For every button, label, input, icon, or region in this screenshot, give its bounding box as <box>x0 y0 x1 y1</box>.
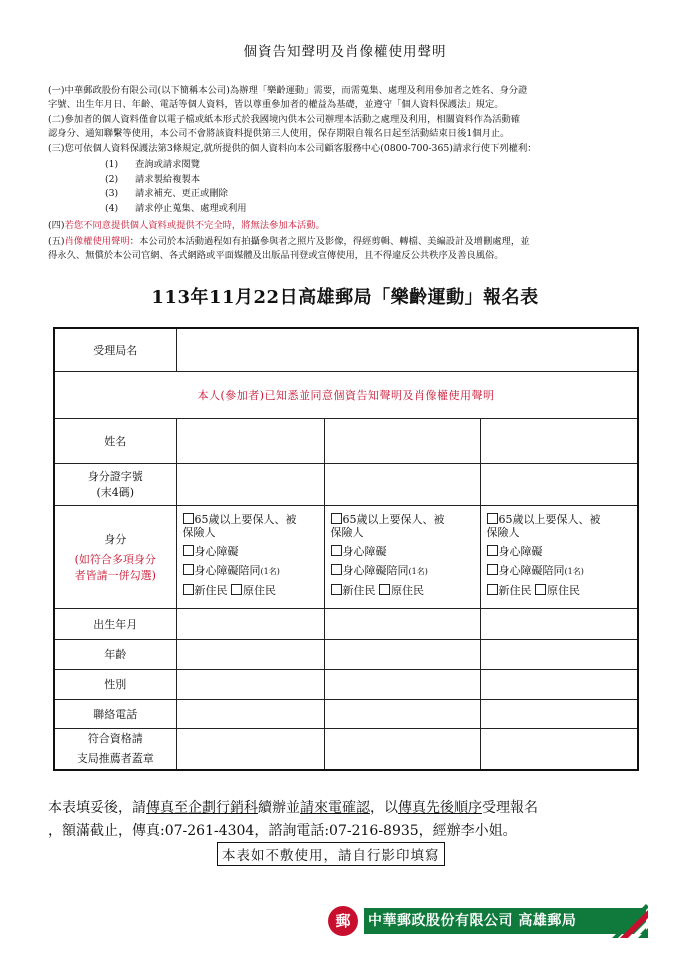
status-options-3: 65歲以上要保人、被 保險人 身心障礙 身心障礙陪同(1名) 新住民 原住民 <box>480 505 638 608</box>
disabled-checkbox[interactable] <box>487 545 498 556</box>
gender-label: 性別 <box>54 669 176 699</box>
senior-checkbox[interactable] <box>183 513 194 524</box>
phone-field-1[interactable] <box>176 699 324 728</box>
stamp-field-3[interactable] <box>480 728 638 770</box>
birth-field-2[interactable] <box>324 608 480 639</box>
birth-label: 出生年月 <box>54 608 176 639</box>
id-field-2[interactable] <box>324 463 480 505</box>
clause-2-line-1: (二)參加者的個人資料僅會以電子檔或紙本形式於我國境內供本公司辦理本活動之處理及利用，相關資料作為活動確 <box>48 114 521 125</box>
post-logo-icon: 郵 <box>328 906 358 936</box>
birth-field-3[interactable] <box>480 608 638 639</box>
office-label: 受理局名 <box>54 328 176 371</box>
indigenous-checkbox[interactable] <box>379 584 390 595</box>
age-field-1[interactable] <box>176 639 324 669</box>
gender-field-2[interactable] <box>324 669 480 699</box>
gender-field-3[interactable] <box>480 669 638 699</box>
rights-list <box>105 158 247 216</box>
clause-4: (四)若您不同意提供個人資料或提供不完全時，將無法參加本活動。 <box>48 220 325 231</box>
rights-item: (2) 請求製給複製本 <box>105 173 201 185</box>
id-field-3[interactable] <box>480 463 638 505</box>
companion-checkbox[interactable] <box>183 564 194 575</box>
rights-item: (3) 請求補充、更正或刪除 <box>105 188 228 199</box>
portrait-rights-heading: 肖像權使用聲明 <box>64 236 130 247</box>
new-resident-checkbox[interactable] <box>183 584 194 595</box>
name-field-3[interactable] <box>480 418 638 463</box>
photocopy-note: 本表如不敷使用，請自行影印填寫 <box>217 842 445 866</box>
clause-2 <box>48 113 648 141</box>
clause-3: (三)您可依個人資料保護法第3條規定,就所提供的個人資料向本公司顧客服務中心(0800-700-365)請求行使下列權利： <box>48 143 537 154</box>
status-options-1: 65歲以上要保人、被 保險人 身心障礙 身心障礙陪同(1名) 新住民 原住民 <box>176 505 324 608</box>
brand-stripe-icon <box>598 896 648 938</box>
form-title: 113年11月22日高雄郵局「樂齡運動」報名表 <box>151 287 539 308</box>
new-resident-checkbox[interactable] <box>331 584 342 595</box>
stamp-field-1[interactable] <box>176 728 324 770</box>
phone-label: 聯絡電話 <box>54 699 176 728</box>
phone-field-3[interactable] <box>480 699 638 728</box>
phone-field-2[interactable] <box>324 699 480 728</box>
id-label: 身分證字號 (末4碼) <box>54 463 176 505</box>
senior-checkbox[interactable] <box>331 513 342 524</box>
indigenous-checkbox[interactable] <box>231 584 242 595</box>
name-field-1[interactable] <box>176 418 324 463</box>
new-resident-checkbox[interactable] <box>487 584 498 595</box>
status-label: 身分 (如符合多項身分 者皆請一併勾選) <box>54 505 176 608</box>
office-field[interactable] <box>176 328 638 371</box>
stamp-label: 符合資格請 支局推薦者蓋章 <box>54 728 176 770</box>
id-field-1[interactable] <box>176 463 324 505</box>
submission-instructions: 本表填妥後，請傳真至企劃行銷科續辦並請來電確認，以傳真先後順序受理報名 ，額滿截止，傳真:07-261-4304，諮詢電話:07-216-8935，經辦李小姐。 <box>48 800 538 839</box>
rights-item: (1) 查詢或請求閱覽 <box>105 159 201 170</box>
age-label: 年齡 <box>54 639 176 669</box>
birth-field-1[interactable] <box>176 608 324 639</box>
consent-statement: 本人(參加者)已知悉並同意個資告知聲明及肖像權使用聲明 <box>54 371 638 418</box>
clause-1 <box>48 84 648 112</box>
name-label: 姓名 <box>54 418 176 463</box>
stamp-field-2[interactable] <box>324 728 480 770</box>
brand-name: 中華郵政股份有限公司 高雄郵局 <box>368 913 577 929</box>
registration-form <box>53 327 639 771</box>
indigenous-checkbox[interactable] <box>535 584 546 595</box>
age-field-3[interactable] <box>480 639 638 669</box>
clause-1-line-2: 字號、出生年月日、年齡、電話等個人資料，皆以尊重參加者的權益為基礎，並遵守「個人資料保護法」規定。 <box>48 99 504 110</box>
companion-checkbox[interactable] <box>487 564 498 575</box>
clause-5: (五)肖像權使用聲明：本公司於本活動過程如有拍攝參與者之照片及影像，得經剪輯、轉檔、美編設計及增刪處理，並 得永久、無償於本公司官網、各式網路或平面媒體及出版品刊登或宣傳使用，且不得違反公共秩序及善良風俗。 <box>48 236 530 261</box>
companion-checkbox[interactable] <box>331 564 342 575</box>
page-title: 個資告知聲明及肖像權使用聲明 <box>243 44 447 60</box>
age-field-2[interactable] <box>324 639 480 669</box>
clause-1-line-1: (一)中華郵政股份有限公司(以下簡稱本公司)為辦理「樂齡運動」需要，而需蒐集、處理及利用參加者之姓名、身分證 <box>48 85 528 96</box>
clause-2-line-2: 認身分、通知聯繫等使用，本公司不會將該資料提供第三人使用，保存期限自報名日起至活動結束日後1個月止。 <box>48 128 510 139</box>
gender-field-1[interactable] <box>176 669 324 699</box>
status-options-2: 65歲以上要保人、被 保險人 身心障礙 身心障礙陪同(1名) 新住民 原住民 <box>324 505 480 608</box>
senior-checkbox[interactable] <box>487 513 498 524</box>
rights-item: (4) 請求停止蒐集、處理或利用 <box>105 202 247 214</box>
name-field-2[interactable] <box>324 418 480 463</box>
disabled-checkbox[interactable] <box>331 545 342 556</box>
disabled-checkbox[interactable] <box>183 545 194 556</box>
